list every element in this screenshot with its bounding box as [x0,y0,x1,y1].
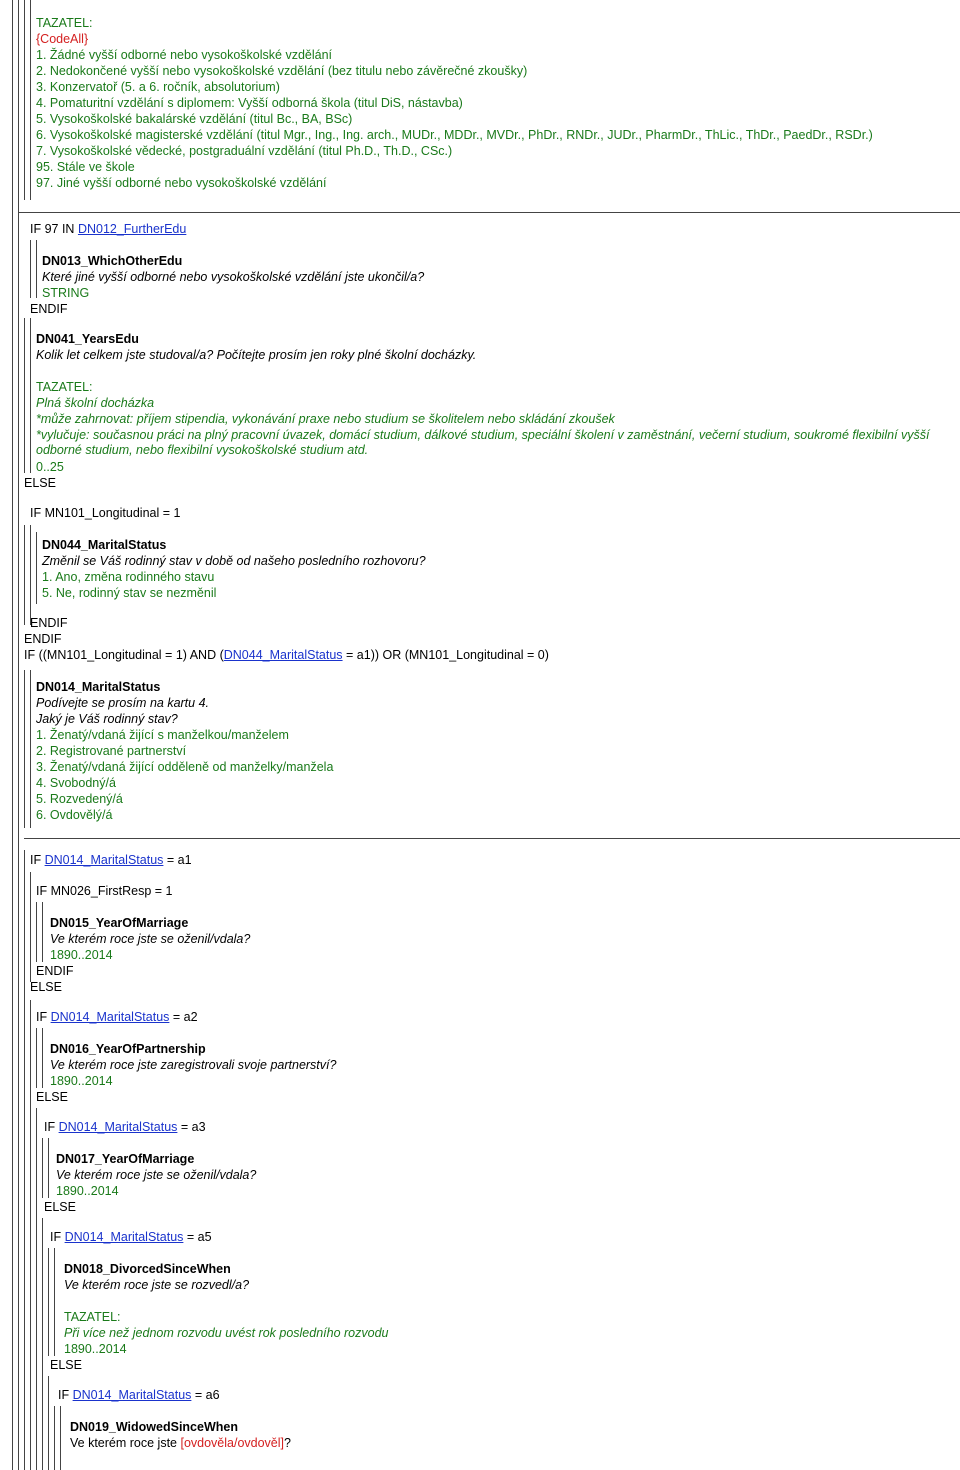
codeall-label: {CodeAll} [36,32,89,46]
section-divider [18,212,960,213]
dn018-name: DN018_DivorcedSinceWhen [64,1262,231,1276]
dn015-question: Ve kterém roce jste se oženil/vdala? [50,932,251,946]
endif-1: ENDIF [30,302,68,316]
dn012-link[interactable]: DN012_FurtherEdu [77,222,187,236]
mn101-bracket [24,525,25,625]
dn041-note-title: Plná školní docházka [36,396,155,410]
dn019-question: Ve kterém roce jste [ovdověla/ovdověl]? [70,1436,291,1450]
dn044-option-1: 1. Ano, změna rodinného stavu [42,570,215,584]
dn014-bracket [24,670,25,828]
dn019-name: DN019_WidowedSinceWhen [70,1420,238,1434]
dn044-option-5: 5. Ne, rodinný stav se nezměnil [42,586,217,600]
outer-bracket-line-2 [18,0,19,1470]
outer-bracket-line [12,0,13,1470]
dn018-note: Při více než jednom rozvodu uvést rok posledního rozvodu [64,1326,389,1340]
edu-option-97: 97. Jiné vyšší odborné nebo vysokoškolské vzdělání [36,176,327,190]
dn044-name: DN044_MaritalStatus [42,538,167,552]
endif-3: ENDIF [24,632,62,646]
dn017-bracket [42,1138,43,1198]
if-a6-condition: IF DN014_MaritalStatus = a6 [58,1388,220,1402]
dn018-question: Ve kterém roce jste se rozvedl/a? [64,1278,250,1292]
edu-option-3: 3. Konzervatoř (5. a 6. ročník, absolutorium) [36,80,280,94]
dn041-bracket-2 [30,318,31,473]
dn013-bracket [30,240,31,298]
else-chain-bracket [30,1000,31,1470]
dn015-range: 1890..2014 [50,948,113,962]
dn014-option-6: 6. Ovdovělý/á [36,808,113,822]
dn019-bracket-2 [60,1406,61,1470]
else-2: ELSE [30,980,62,994]
dn041-note-1: *může zahrnovat: příjem stipendia, vykonávání praxe nebo studium se školitelem nebo skládání zkoušek [36,412,615,426]
dn014-option-4: 4. Svobodný/á [36,776,116,790]
if-mn026-condition: IF MN026_FirstResp = 1 [36,884,173,898]
dn041-note-2: *vylučuje: současnou práci na plný pracovní úvazek, domácí studium, dálkové studium, speciální školení v zaměstnání, večerní studium, soukromé flexibilní vyšší odborné studium, nebo flexibilní vysokoškolské studium atd. [36,428,930,457]
if-97-condition: IF 97 IN DN012_FurtherEdu [30,222,187,236]
dn016-range: 1890..2014 [50,1074,113,1088]
dn015-bracket [36,902,37,962]
dn044-question: Změnil se Váš rodinný stav v době od našeho posledního rozhovoru? [42,554,426,568]
dn014-q1: Podívejte se prosím na kartu 4. [36,696,210,710]
dn041-tazatel: TAZATEL: [36,380,93,394]
dn041-name: DN041_YearsEdu [36,332,139,346]
if-a5-condition: IF DN014_MaritalStatus = a5 [50,1230,212,1244]
dn015-bracket-2 [42,902,43,962]
edu-option-7: 7. Vysokoškolské vědecké, postgraduální vzdělání (titul Ph.D., Th.D., CSc.) [36,144,453,158]
dn044-link[interactable]: DN044_MaritalStatus [223,648,343,662]
dn013-question: Které jiné vyšší odborné nebo vysokoškolské vzdělání jste ukončil/a? [42,270,425,284]
dn044-bracket [36,532,37,604]
dn041-range: 0..25 [36,460,64,474]
else-3: ELSE [36,1090,68,1104]
dn013-bracket-2 [36,240,37,298]
if-complex-condition: IF ((MN101_Longitudinal = 1) AND (DN044_MaritalStatus = a1)) OR (MN101_Longitudinal = 0) [24,648,549,662]
mn101-bracket-2 [30,525,31,625]
dn016-bracket-2 [42,1028,43,1088]
dn017-name: DN017_YearOfMarriage [56,1152,195,1166]
dn013-name: DN013_WhichOtherEdu [42,254,183,268]
tazatel-label: TAZATEL: [36,16,93,30]
dn014-bracket-2 [30,670,31,828]
edu-option-1: 1. Žádné vyšší odborné nebo vysokoškolské vzdělání [36,48,333,62]
dn017-range: 1890..2014 [56,1184,119,1198]
mn026-bracket [30,872,31,982]
codeall-bracket-line [24,0,25,200]
else-1: ELSE [24,476,56,490]
dn015-name: DN015_YearOfMarriage [50,916,189,930]
edu-option-95: 95. Stále ve škole [36,160,135,174]
dn018-tazatel: TAZATEL: [64,1310,121,1324]
dn016-question: Ve kterém roce jste zaregistrovali svoje partnerství? [50,1058,337,1072]
dn014-option-5: 5. Rozvedený/á [36,792,123,806]
dn016-name: DN016_YearOfPartnership [50,1042,206,1056]
dn014-name: DN014_MaritalStatus [36,680,161,694]
codeall-bracket-line-2 [30,0,31,200]
if-a2-condition: IF DN014_MaritalStatus = a2 [36,1010,198,1024]
dn014-q2: Jaký je Váš rodinný stav? [36,712,178,726]
dn018-bracket [48,1248,49,1356]
edu-option-4: 4. Pomaturitní vzdělání s diplomem: Vyšší odborná škola (titul DiS, nástavba) [36,96,463,110]
dn014-option-3: 3. Ženatý/vdaná žijící odděleně od manželky/manžela [36,760,334,774]
dn017-bracket-2 [48,1138,49,1198]
if-a1-condition: IF DN014_MaritalStatus = a1 [30,853,192,867]
a5-bracket [42,1218,43,1470]
dn041-bracket [24,318,25,473]
dn016-bracket [36,1028,37,1088]
dn014-link-a1[interactable]: DN014_MaritalStatus [44,853,164,867]
if-a3-condition: IF DN014_MaritalStatus = a3 [44,1120,206,1134]
dn014-option-2: 2. Registrované partnerství [36,744,187,758]
edu-option-5: 5. Vysokoškolské bakalárské vzdělání (titul Bc., BA, BSc) [36,112,353,126]
a6-bracket [48,1376,49,1470]
dn014-link-a2[interactable]: DN014_MaritalStatus [50,1010,170,1024]
else-4: ELSE [44,1200,76,1214]
dn014-divider [24,838,960,839]
dn014-link-a6[interactable]: DN014_MaritalStatus [72,1388,192,1402]
a3-bracket [36,1108,37,1470]
if-mn101-condition: IF MN101_Longitudinal = 1 [30,506,181,520]
dn018-range: 1890..2014 [64,1342,127,1356]
dn014-link-a5[interactable]: DN014_MaritalStatus [64,1230,184,1244]
edu-option-2: 2. Nedokončené vyšší nebo vysokoškolské vzdělání (bez titulu nebo závěrečné zkoušky) [36,64,528,78]
dn018-bracket-2 [54,1248,55,1356]
dn013-type: STRING [42,286,90,300]
edu-option-6: 6. Vysokoškolské magisterské vzdělání (titul Mgr., Ing., Ing. arch., MUDr., MDDr., MVDr., PhDr., RNDr., JUDr., PharmDr., ThLic., ThDr., PaedDr., RSDr.) [36,128,873,142]
dn014-link-a3[interactable]: DN014_MaritalStatus [58,1120,178,1134]
endif-4: ENDIF [36,964,74,978]
a1-bracket [24,850,25,1470]
dn014-option-1: 1. Ženatý/vdaná žijící s manželkou/manželem [36,728,289,742]
dn017-question: Ve kterém roce jste se oženil/vdala? [56,1168,257,1182]
dn019-bracket [54,1406,55,1470]
endif-2: ENDIF [30,616,68,630]
dn041-question: Kolik let celkem jste studoval/a? Počítejte prosím jen roky plné školní docházky. [36,348,477,362]
else-5: ELSE [50,1358,82,1372]
